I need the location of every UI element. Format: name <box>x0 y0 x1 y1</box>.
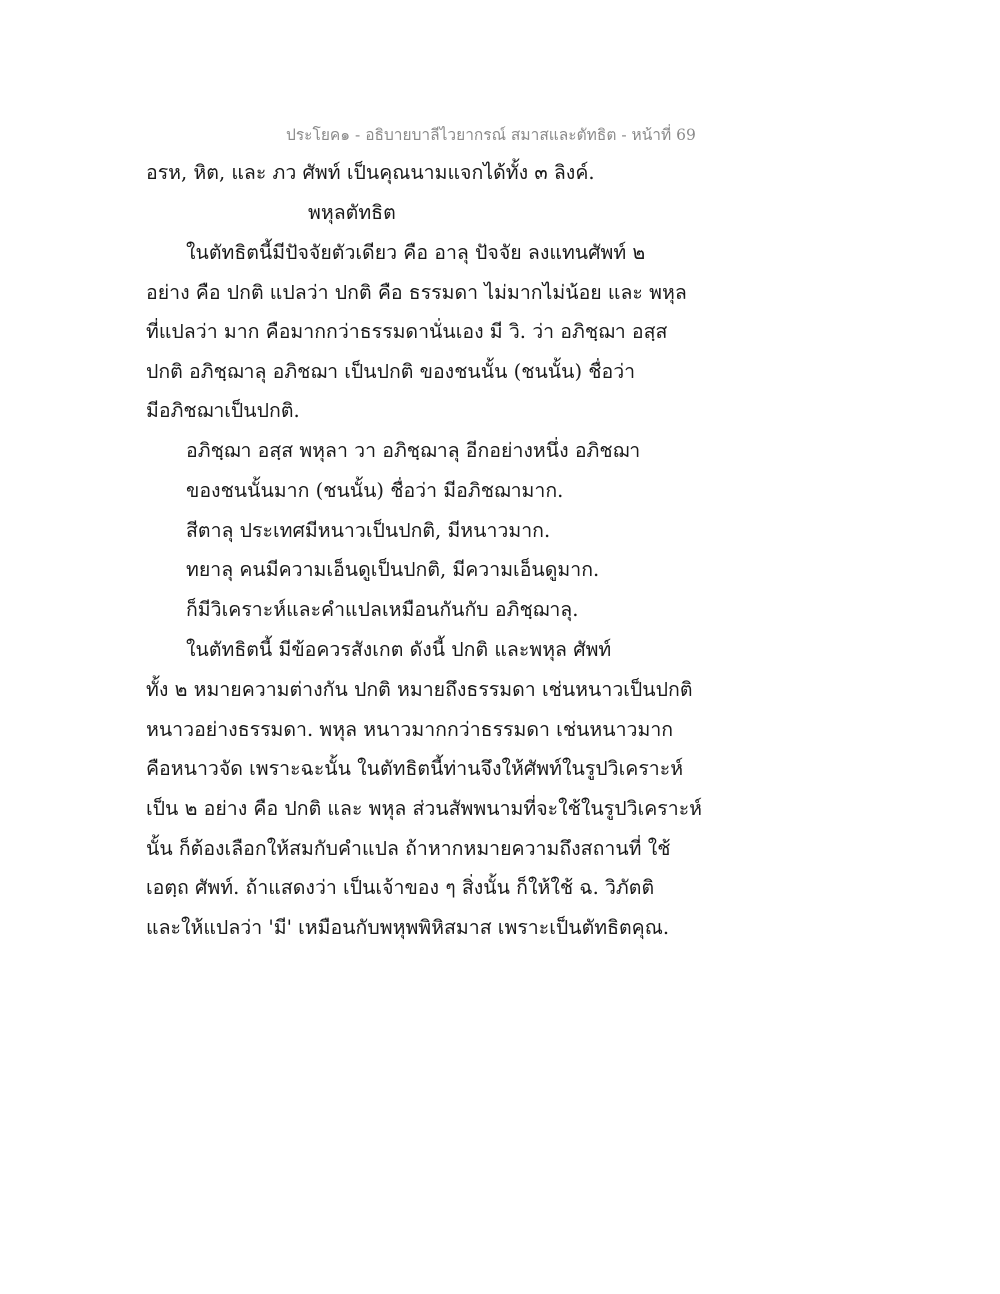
running-header: ประโยค๑ - อธิบายบาลีไวยากรณ์ สมาสและตัทธิต - หน้าที่ 69 <box>286 126 696 144</box>
text-line: นั้น ก็ต้องเลือกให้สมกับคำแปล ถ้าหากหมายความถึงสถานที่ ใช้ <box>146 837 671 860</box>
text-line: สีตาลุ ประเทศมีหนาวเป็นปกติ, มีหนาวมาก. <box>186 519 551 542</box>
text-line: ของชนนั้นมาก (ชนนั้น) ชื่อว่า มีอภิชฌามาก. <box>186 479 564 502</box>
text-line: ทยาลุ คนมีความเอ็นดูเป็นปกติ, มีความเอ็นดูมาก. <box>186 558 600 581</box>
text-line: อรห, หิต, และ ภว ศัพท์ เป็นคุณนามแจกได้ทั้ง ๓ ลิงค์. <box>146 161 595 184</box>
section-heading: พหุลตัทธิต <box>308 201 396 224</box>
text-line: เป็น ๒ อย่าง คือ ปกติ และ พหุล ส่วนสัพพนามที่จะใช้ในรูปวิเคราะห์ <box>146 797 703 820</box>
text-line: ก็มีวิเคราะห์และคำแปลเหมือนกันกับ อภิชฺฌาลุ. <box>186 598 579 621</box>
text-line: อภิชฺฌา อสฺส พหุลา วา อภิชฺฌาลุ อีกอย่างหนึ่ง อภิชฌา <box>186 439 641 462</box>
text-line: และให้แปลว่า 'มี' เหมือนกับพหุพพิหิสมาส เพราะเป็นตัทธิตคุณ. <box>146 916 670 939</box>
text-line: หนาวอย่างธรรมดา. พหุล หนาวมากกว่าธรรมดา เช่นหนาวมาก <box>146 718 674 741</box>
text-line: ที่แปลว่า มาก คือมากกว่าธรรมดานั่นเอง มี วิ. ว่า อภิชฺฌา อสฺส <box>146 320 668 343</box>
text-line: ในตัทธิตนี้ มีข้อควรสังเกต ดังนี้ ปกติ และพหุล ศัพท์ <box>186 638 612 661</box>
text-line: ในตัทธิตนี้มีปัจจัยตัวเดียว คือ อาลุ ปัจจัย ลงแทนศัพท์ ๒ <box>186 241 646 264</box>
text-line: คือหนาวจัด เพราะฉะนั้น ในตัทธิตนี้ท่านจึงให้ศัพท์ในรูปวิเคราะห์ <box>146 757 684 780</box>
text-line: อย่าง คือ ปกติ แปลว่า ปกติ คือ ธรรมดา ไม่มากไม่น้อย และ พหุล <box>146 281 687 304</box>
text-line: มีอภิชฌาเป็นปกติ. <box>146 399 300 422</box>
text-line: ทั้ง ๒ หมายความต่างกัน ปกติ หมายถึงธรรมดา เช่นหนาวเป็นปกติ <box>146 678 693 701</box>
text-line: ปกติ อภิชฺฌาลุ อภิชฌา เป็นปกติ ของชนนั้น (ชนนั้น) ชื่อว่า <box>146 360 636 383</box>
text-line: เอตฺถ ศัพท์. ถ้าแสดงว่า เป็นเจ้าของ ๆ สิ่งนั้น ก็ให้ใช้ ฉ. วิภัตติ <box>146 876 655 899</box>
